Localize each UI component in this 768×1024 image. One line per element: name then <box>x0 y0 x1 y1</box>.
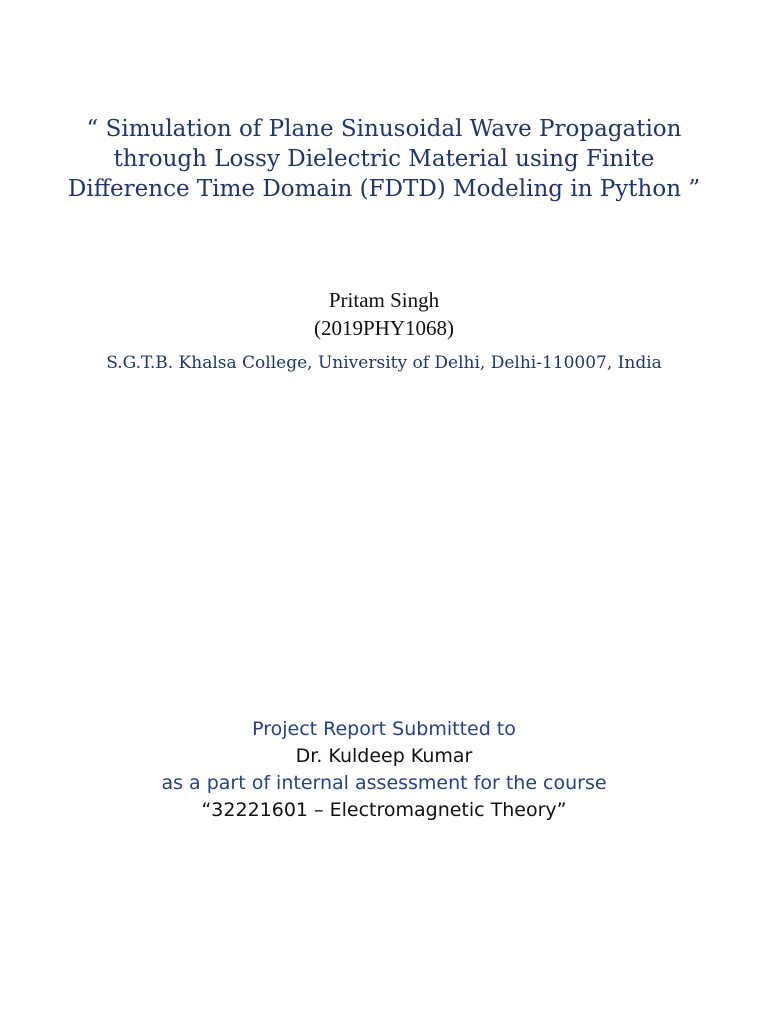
course-name: “32221601 – Electromagnetic Theory” <box>201 799 567 821</box>
author-block <box>24 286 744 342</box>
author-name: Pritam Singh <box>328 288 440 312</box>
title-line-2: through Lossy Dielectric Material using Finite <box>113 146 655 172</box>
submission-block <box>24 716 744 824</box>
submission-intro: Project Report Submitted to <box>252 718 516 740</box>
author-affiliation: S.G.T.B. Khalsa College, University of Delhi, Delhi-110007, India <box>106 353 662 373</box>
report-title <box>24 114 744 204</box>
title-line-3: Difference Time Domain (FDTD) Modeling in Python ” <box>67 176 701 202</box>
supervisor-name: Dr. Kuldeep Kumar <box>295 745 473 767</box>
author-roll-number: (2019PHY1068) <box>314 316 454 340</box>
title-line-1: “ Simulation of Plane Sinusoidal Wave Propagation <box>86 116 682 142</box>
submission-purpose: as a part of internal assessment for the course <box>161 772 607 794</box>
